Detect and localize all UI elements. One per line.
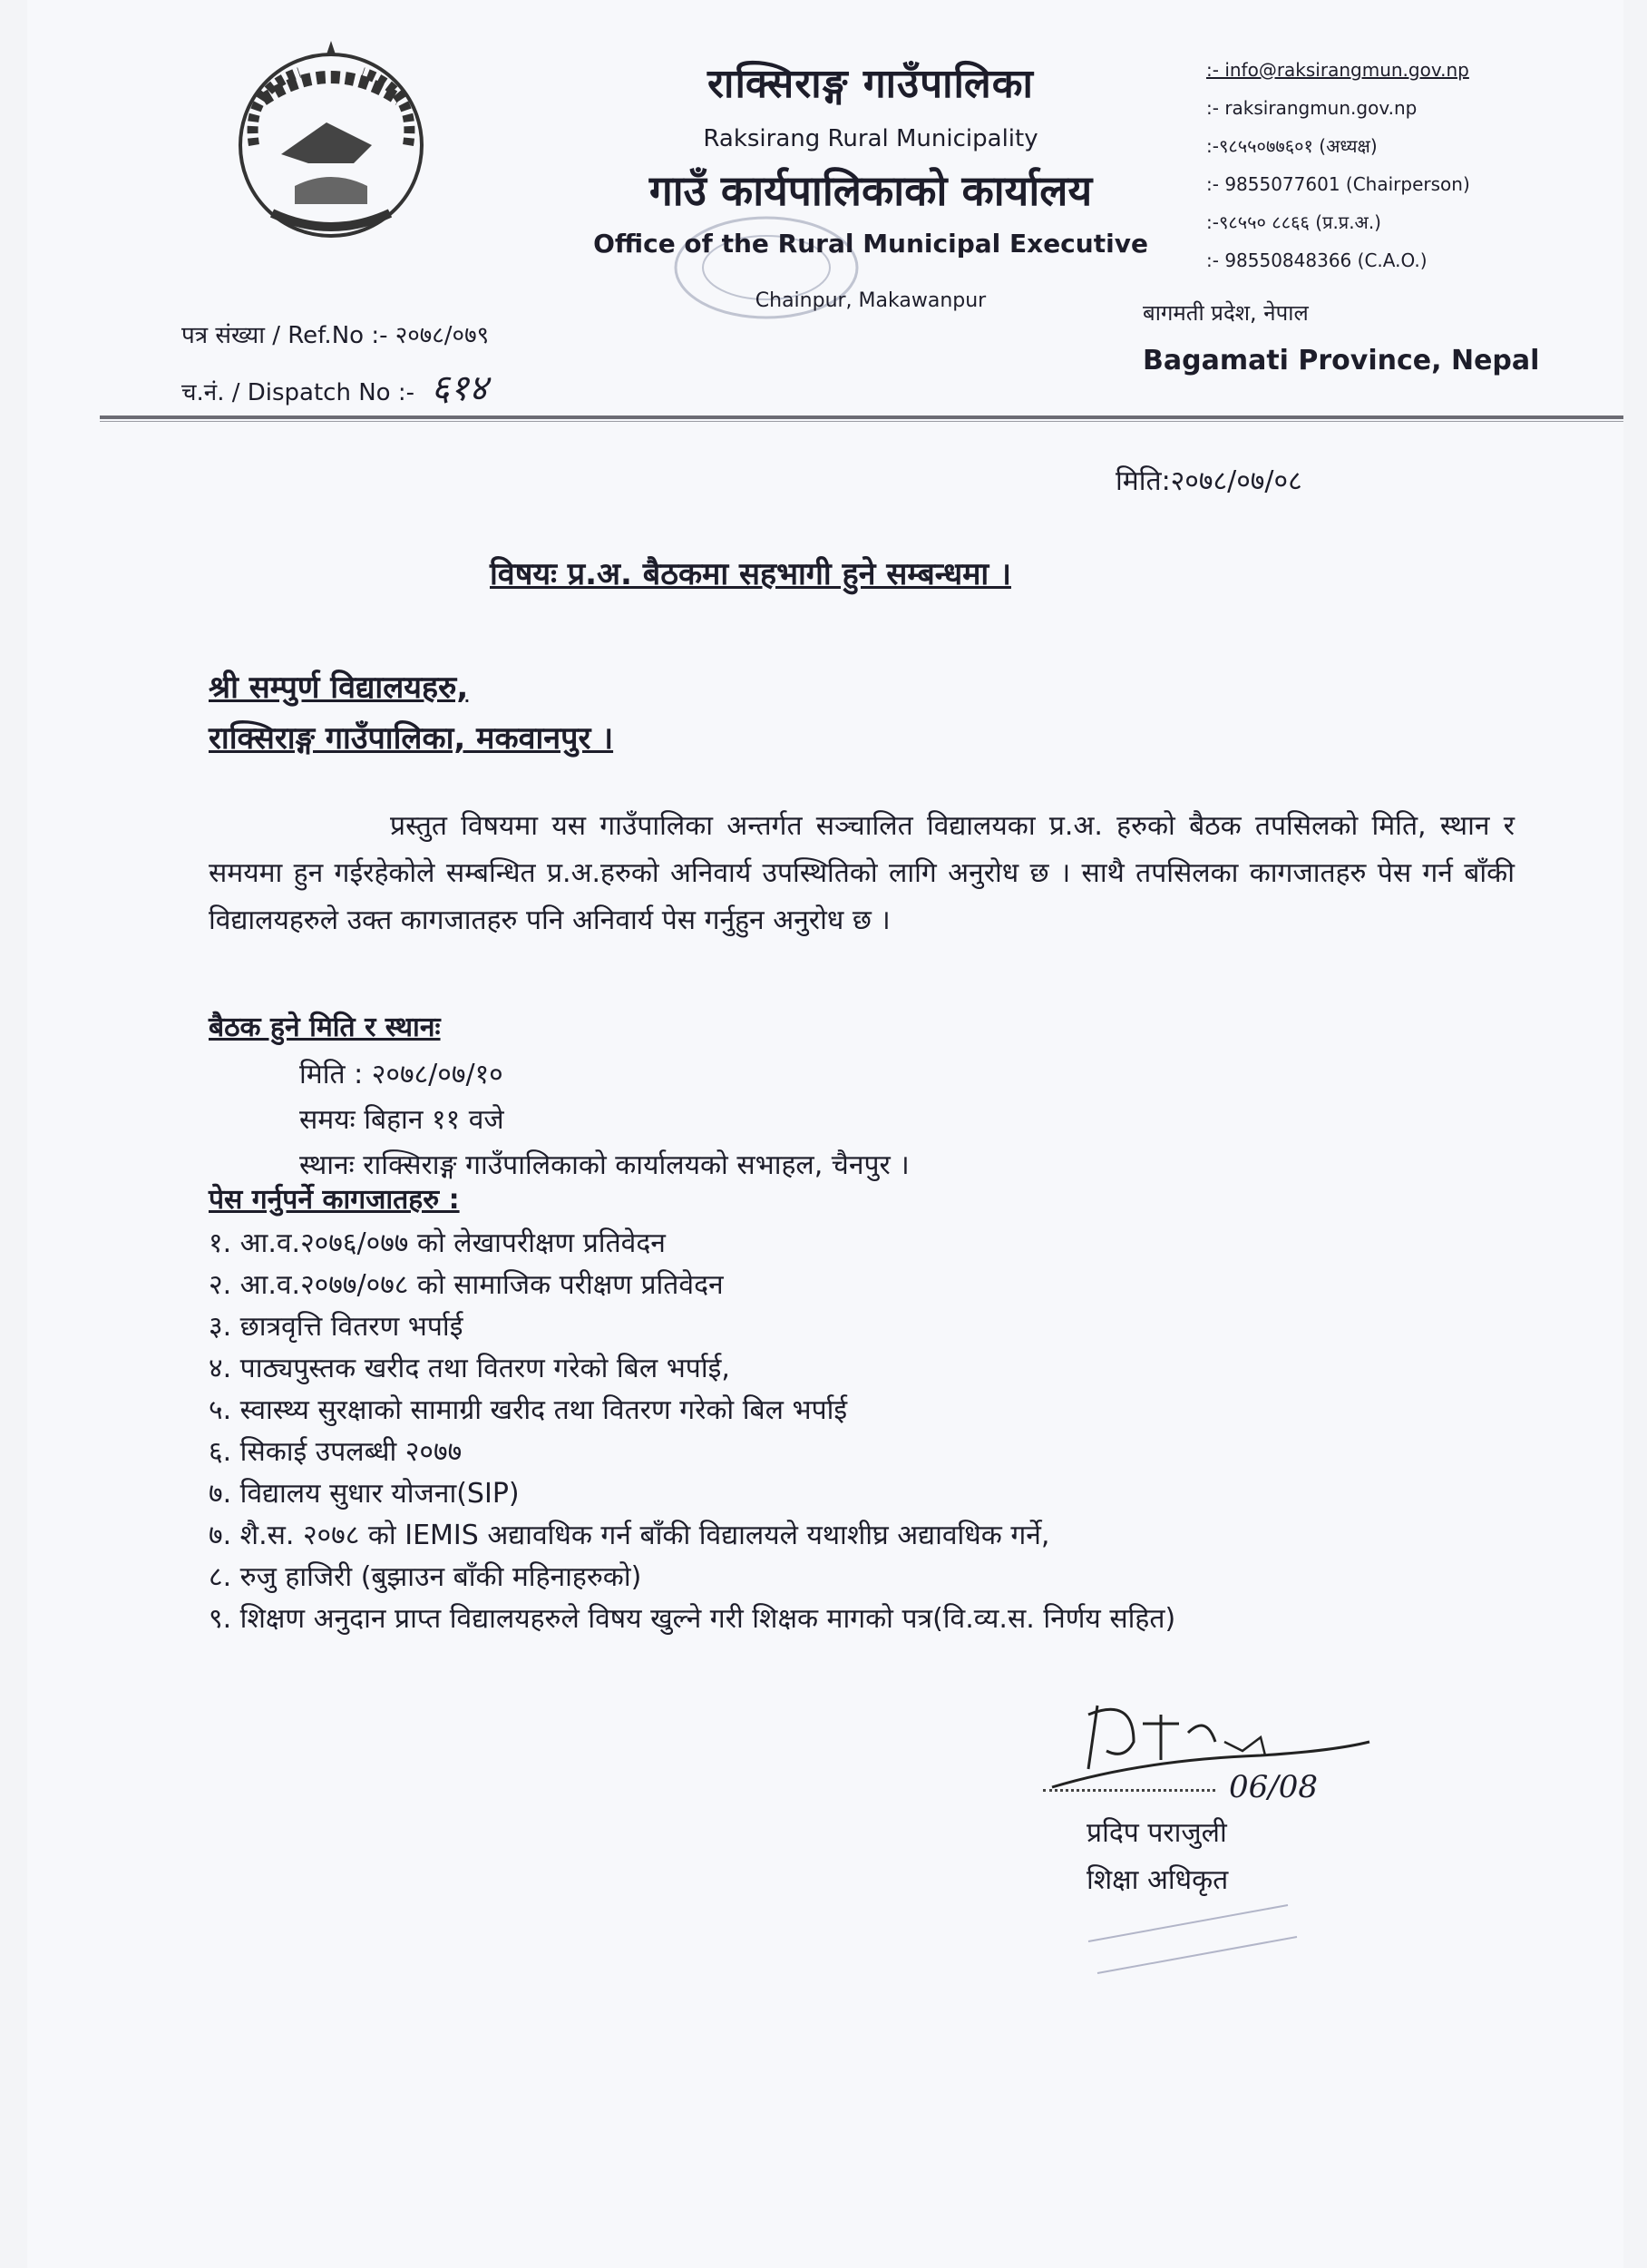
province-en: Bagamati Province, Nepal <box>1143 345 1540 376</box>
dispatch-label: च.नं. / Dispatch No :- <box>181 379 414 406</box>
dispatch-number <box>181 361 488 411</box>
letter-date: मिति:२०७८/०७/०८ <box>1116 465 1302 497</box>
nepal-emblem-icon <box>200 36 463 245</box>
letter-subject: विषयः प्र.अ. बैठकमा सहभागी हुने सम्बन्धमा । <box>490 556 1011 592</box>
recipient-block <box>209 662 613 764</box>
contact-phone-cao-np: :-९८५५० ८८६६ (प्र.प्र.अ.) <box>1206 211 1381 233</box>
list-item: १. आ.व.२०७६/०७७ को लेखापरीक्षण प्रतिवेदन <box>209 1227 666 1259</box>
list-item: ७. शै.स. २०७८ को IEMIS अद्यावधिक गर्न बाँकी विद्यालयले यथाशीघ्र अद्यावधिक गर्ने, <box>209 1520 1050 1551</box>
header-divider-thin <box>100 421 1623 422</box>
letter-body: प्रस्तुत विषयमा यस गाउँपालिका अन्तर्गत सञ्चालित विद्यालयका प्र.अ. हरुको बैठक तपसिलको मिति, स्थान र समयमा हुन गईरहेकोले सम्बन्धित प्र.अ.हरुको अनिवार्य उपस्थितिको लागि अनुरोध छ । साथै तपसिलका कागजातहरु पेस गर्न बाँकी विद्यालयहरुले उक्त कागजातहरु पनि अनिवार्य पेस गर्नुहुन अनुरोध छ । <box>209 810 1515 936</box>
documents-list <box>209 1223 1569 1640</box>
contact-phone-chair: :- 9855077601 (Chairperson) <box>1206 173 1470 195</box>
list-item: ६. सिकाई उपलब्धी २०७७ <box>209 1436 463 1468</box>
contact-website[interactable]: :- raksirangmun.gov.np <box>1206 97 1418 119</box>
letter-page <box>27 0 1623 2268</box>
list-item: ५. स्वास्थ्य सुरक्षाको सामाग्री खरीद तथा वितरण गरेको बिल भर्पाई <box>209 1394 848 1426</box>
recipient-line-1: श्री सम्पुर्ण विद्यालयहरु, <box>209 670 469 706</box>
office-location: Chainpur, Makawanpur <box>755 289 987 312</box>
list-item: ८. रुजु हाजिरी (बुझाउन बाँकी महिनाहरुको) <box>209 1561 642 1593</box>
signatory-name: प्रदिप पराजुली <box>1087 1817 1227 1849</box>
list-item: ७. विद्यालय सुधार योजना(SIP) <box>209 1478 520 1510</box>
officer-stamp <box>1079 1887 1306 1987</box>
province-np: बागमती प्रदेश, नेपाल <box>1143 300 1309 326</box>
header-divider <box>100 415 1623 419</box>
signature-dotted-line <box>1043 1789 1215 1792</box>
meeting-heading: बैठक हुने मिति र स्थानः <box>209 1012 441 1043</box>
municipality-name-np: राक्सिराङ्ग गाउँपालिका <box>707 61 1034 107</box>
list-item: ३. छात्रवृत्ति वितरण भर्पाई <box>209 1311 463 1343</box>
ref-number: पत्र संख्या / Ref.No :- २०७८/०७९ <box>181 322 490 349</box>
meeting-time: समयः बिहान ११ वजे <box>299 1104 504 1136</box>
recipient-line-2: राक्सिराङ्ग गाउँपालिका, मकवानपुर । <box>209 720 614 757</box>
dispatch-handwritten-value: ६१४ <box>431 367 488 409</box>
contact-phone-np: :-९८५५०७७६०१ (अध्यक्ष) <box>1206 135 1378 157</box>
letterhead <box>553 54 1188 312</box>
documents-heading: पेस गर्नुपर्ने कागजातहरु : <box>209 1184 460 1216</box>
office-name-en: Office of the Rural Municipal Executive <box>593 229 1148 259</box>
office-name-np: गाउँ कार्यपालिकाको कार्यालय <box>648 166 1093 215</box>
signature-date: 06/08 <box>1229 1769 1318 1805</box>
municipality-name-en: Raksirang Rural Municipality <box>703 125 1038 152</box>
list-item: ९. शिक्षण अनुदान प्राप्त विद्यालयहरुले विषय खुल्ने गरी शिक्षक मागको पत्र(वि.व्य.स. निर्णय सहित) <box>209 1603 1176 1635</box>
contact-email[interactable]: :- info@raksirangmun.gov.np <box>1206 59 1469 81</box>
meeting-date: मिति : २०७८/०७/१० <box>299 1059 503 1090</box>
list-item: ४. पाठ्यपुस्तक खरीद तथा वितरण गरेको बिल भर्पाई, <box>209 1353 730 1384</box>
meeting-details <box>299 1052 910 1188</box>
list-item: २. आ.व.२०७७/०७८ को सामाजिक परीक्षण प्रतिवेदन <box>209 1269 724 1301</box>
signatory-title: शिक्षा अधिकृत <box>1087 1864 1229 1896</box>
contact-phone-cao: :- 98550848366 (C.A.O.) <box>1206 249 1428 271</box>
contact-block <box>1206 51 1506 279</box>
meeting-venue: स्थानः राक्सिराङ्ग गाउँपालिकाको कार्यालयको सभाहल, चैनपुर । <box>299 1149 910 1181</box>
